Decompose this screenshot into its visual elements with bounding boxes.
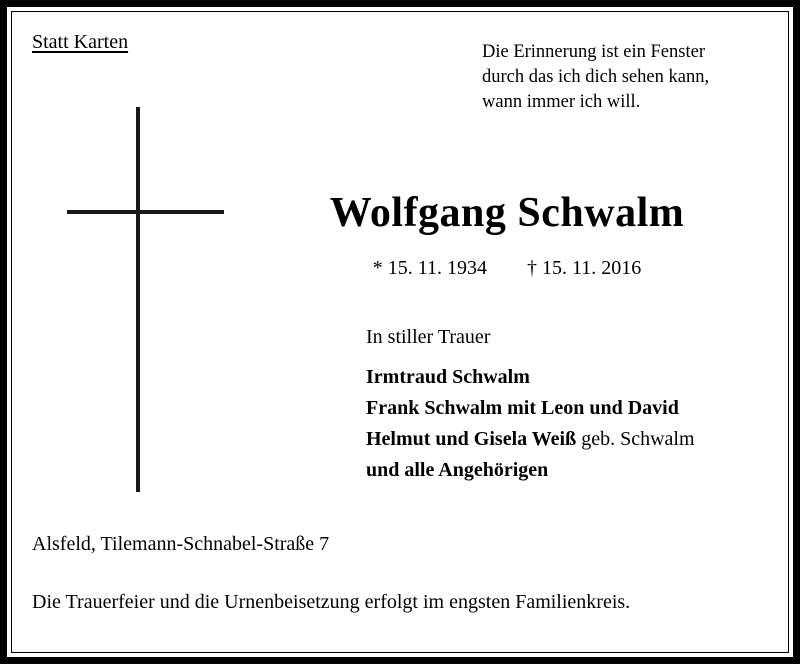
mourner-name: Frank Schwalm mit Leon und David: [366, 397, 679, 419]
mourner-line: [366, 393, 766, 424]
quote-line-2: durch das ich dich sehen kann,: [482, 67, 710, 87]
mourner-name: Helmut und Gisela Weiß: [366, 428, 577, 450]
funeral-note: Die Trauerfeier und die Urnenbeisetzung erfolgt im engsten Familienkreis.: [32, 591, 631, 613]
notice-content: [12, 12, 788, 652]
mourner-line: [366, 455, 766, 486]
deceased-name: Wolfgang Schwalm: [329, 190, 685, 236]
cross-horizontal-bar: [67, 210, 224, 214]
birth-symbol: *: [372, 257, 383, 279]
mourners-block: [366, 322, 766, 486]
mourner-name: und alle Angehörigen: [366, 459, 549, 481]
statt-karten-label: Statt Karten: [32, 31, 129, 53]
death-date: 15. 11. 2016: [542, 257, 642, 279]
mourner-line: [366, 362, 766, 393]
birth-date: 15. 11. 1934: [387, 257, 487, 279]
quote-line-1: Die Erinnerung ist ein Fenster: [482, 42, 705, 62]
cross-vertical-bar: [136, 107, 140, 492]
mourner-name: Irmtraud Schwalm: [366, 366, 530, 388]
address-line: Alsfeld, Tilemann-Schnabel-Straße 7: [32, 533, 330, 555]
death-symbol: †: [527, 257, 537, 279]
mourner-line: [366, 424, 766, 455]
mourning-lead-text: In stiller Trauer: [366, 326, 491, 348]
life-dates: [242, 255, 772, 281]
memorial-quote: [482, 40, 772, 115]
quote-line-3: wann immer ich will.: [482, 92, 641, 112]
mourner-suffix: geb. Schwalm: [576, 428, 695, 450]
christian-cross-icon: [52, 107, 232, 507]
